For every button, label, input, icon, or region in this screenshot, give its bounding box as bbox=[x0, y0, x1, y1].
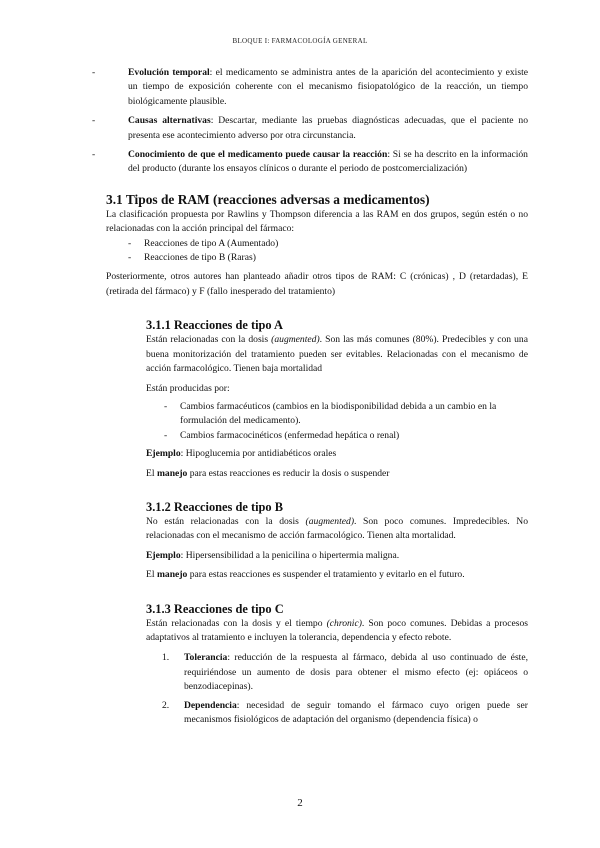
bullet-text: : Descartar, mediante las pruebas diagnósticas adecuadas, que el paciente no presenta ese acontecimiento adverso por otra circunstancia. bbox=[128, 115, 528, 141]
bullet-text: : el medicamento se administra antes de la aparición del acontecimiento y existe un tiempo de exposición coherente con el mecanismo fisiopatológico de la reacción, un tiempo biológicamente plausible. bbox=[128, 67, 528, 107]
italic-term: (augmented) bbox=[305, 515, 355, 527]
section-3-1-1-title: 3.1.1 Reacciones de tipo A bbox=[146, 318, 283, 333]
example-text: : Hipoglucemia por antidiabéticos orales bbox=[180, 448, 337, 460]
example-line bbox=[146, 447, 528, 461]
management-line bbox=[146, 467, 528, 481]
text-run: . Son poco comunes. Impredecibles. No relacionadas con el mecanismo de acción farmacológico. Tienen alta mortalidad. bbox=[146, 515, 528, 542]
section-3-1-title: 3.1 Tipos de RAM (reacciones adversas a medicamentos) bbox=[106, 191, 430, 207]
section-3-1-3-title: 3.1.3 Reacciones de tipo C bbox=[146, 601, 284, 616]
section-3-1-intro: La clasificación propuesta por Rawlins y Thompson diferencia a las RAM en dos grupos, según estén o no relacionadas con la acción principal del fármaco: bbox=[106, 208, 528, 235]
management-line bbox=[146, 568, 528, 582]
example-label: Ejemplo bbox=[146, 549, 181, 561]
management-label: manejo bbox=[156, 569, 188, 581]
italic-term: (augmented) bbox=[271, 334, 320, 346]
list-item-text: Reacciones de tipo B (Raras) bbox=[144, 252, 256, 264]
example-label: Ejemplo bbox=[146, 448, 181, 460]
list-item bbox=[164, 400, 528, 429]
section-3-1-1-description bbox=[146, 333, 528, 376]
list-term: Dependencia bbox=[184, 699, 237, 711]
causes-list bbox=[164, 400, 528, 443]
list-item bbox=[164, 429, 528, 443]
list-item-text: : necesidad de seguir tomando el fármaco cuyo origen puede ser mecanismos fisiológicos de adaptación del organismo (dependencia física) o bbox=[184, 699, 528, 725]
list-item-text: Reacciones de tipo A (Aumentado) bbox=[144, 237, 279, 249]
list-item-text: : reducción de la respuesta al fármaco, debida al uso continuado de éste, requiriéndose un aumento de dosis para obtener el mismo efecto (ej: opiáceos o benzodiacepinas). bbox=[184, 652, 528, 693]
text-run: Están relacionadas con la dosis bbox=[146, 334, 272, 346]
bullet-text: : Si se ha descrito en la información del producto (durante los ensayos clínicos o durante el periodo de postcomercialización) bbox=[128, 149, 528, 175]
example-line bbox=[146, 549, 528, 563]
page-number: 2 bbox=[297, 797, 303, 809]
bullet-term: Evolución temporal bbox=[128, 67, 210, 78]
bullet-term: Causas alternativas bbox=[128, 115, 211, 127]
running-header: BLOQUE I: FARMACOLOGÍA GENERAL bbox=[232, 37, 368, 45]
section-3-1-2-title: 3.1.2 Reacciones de tipo B bbox=[146, 499, 283, 514]
list-item bbox=[128, 237, 528, 251]
italic-term: (chronic) bbox=[326, 617, 362, 629]
text-run: El bbox=[146, 569, 157, 581]
text-run: No están relacionadas con la dosis bbox=[146, 515, 306, 527]
dash-marker: - bbox=[164, 429, 168, 441]
list-item-text: Cambios farmacéuticos (cambios en la biodisponibilidad debida a un cambio en la formulación del medicamento). bbox=[180, 400, 497, 427]
list-term: Tolerancia bbox=[184, 652, 228, 664]
management-label: manejo bbox=[156, 467, 188, 479]
dash-marker: - bbox=[92, 115, 96, 127]
page-content bbox=[92, 66, 528, 727]
list-item-dependencia bbox=[146, 699, 528, 728]
bullet-causas-alternativas bbox=[92, 114, 528, 143]
section-3-1-1 bbox=[146, 317, 528, 727]
dash-marker: - bbox=[128, 237, 132, 249]
section-3-1-2-description bbox=[146, 515, 528, 544]
text-run: Están relacionadas con la dosis y el tiempo bbox=[146, 617, 327, 629]
list-number: 1. bbox=[162, 652, 170, 664]
dash-marker: - bbox=[128, 252, 132, 264]
list-item-text: Cambios farmacocinéticos (enfermedad hepática o renal) bbox=[180, 429, 400, 441]
text-run: . Son poco comunes. Debidas a procesos adaptativos al tratamiento e incluyen la tolerancia, dependencia y efecto rebote. bbox=[146, 617, 528, 643]
text-run: para estas reacciones es suspender el tratamiento y evitarlo en el futuro. bbox=[187, 569, 465, 581]
text-run: . Son las más comunes (80%). Predecibles y con una buena monitorización del tratamiento pueden ser evitables. Relacionadas con el mecanismo de acción farmacológico. Tienen baja mortalidad bbox=[146, 334, 528, 375]
text-run: El bbox=[146, 467, 157, 479]
type-c-list bbox=[146, 651, 528, 727]
list-item-tolerancia bbox=[146, 651, 528, 694]
text-run: para estas reacciones es reducir la dosis o suspender bbox=[187, 467, 390, 479]
section-3-1-1-causes-intro: Están producidas por: bbox=[146, 382, 230, 394]
ram-type-list bbox=[128, 237, 528, 266]
section-3-1-after: Posteriormente, otros autores han planteado añadir otros tipos de RAM: C (crónicas) , D (retardadas), E (retirada del fármaco) y F (fallo inesperado del tratamiento) bbox=[106, 271, 528, 297]
example-text: : Hipersensibilidad a la penicilina o hipertermia maligna. bbox=[180, 549, 400, 561]
dash-marker: - bbox=[92, 149, 96, 161]
bullet-conocimiento bbox=[92, 148, 528, 177]
list-number: 2. bbox=[162, 699, 170, 711]
bullet-term: Conocimiento de que el medicamento puede causar la reacción bbox=[128, 149, 388, 161]
bullet-evolucion-temporal bbox=[92, 66, 528, 109]
dash-marker: - bbox=[92, 67, 96, 78]
dash-marker: - bbox=[164, 400, 168, 412]
section-3-1-3-description bbox=[146, 617, 528, 646]
list-item bbox=[128, 251, 528, 265]
